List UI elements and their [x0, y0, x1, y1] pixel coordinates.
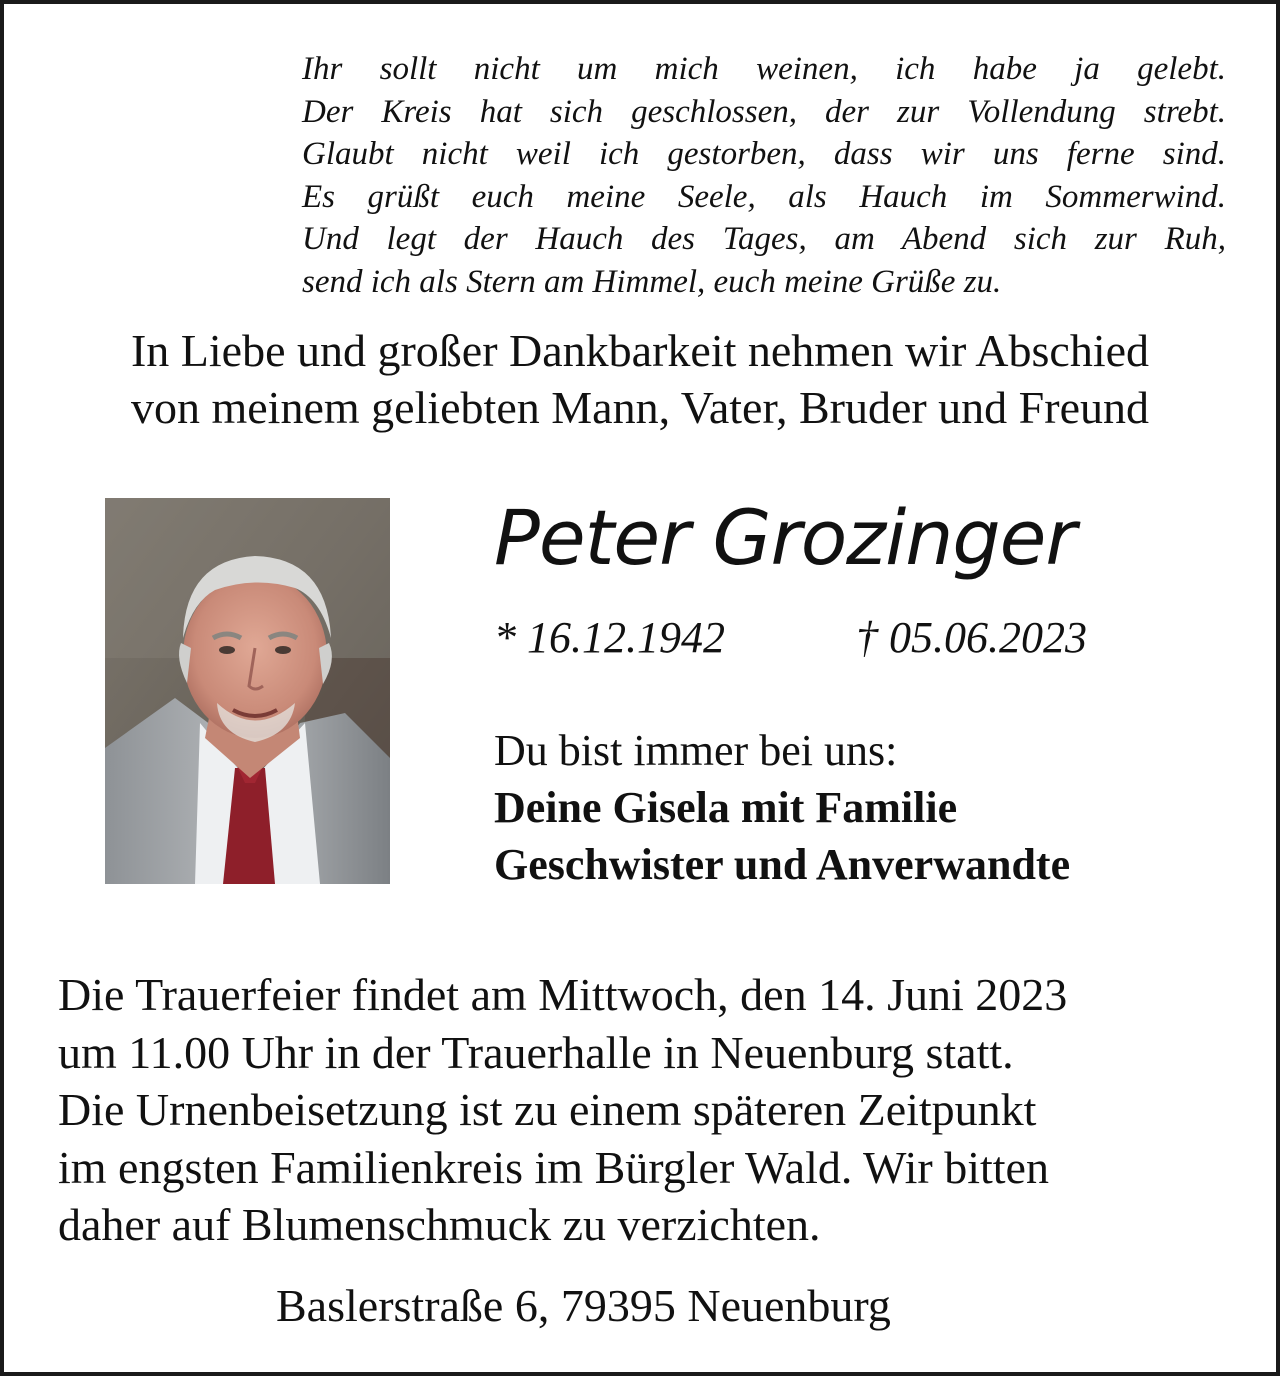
notice-line: Die Trauerfeier findet am Mittwoch, den 14. Juni 2023	[58, 969, 1068, 1020]
deceased-name: Peter Grozinger	[494, 493, 1076, 582]
intro-line: In Liebe und großer Dankbarkeit nehmen wir Abschied	[130, 325, 1150, 376]
death-date: † 05.06.2023	[856, 613, 1087, 662]
notice-line: Die Urnenbeisetzung ist zu einem späteren Zeitpunkt	[58, 1084, 1037, 1135]
poem-line: send ich als Stern am Himmel, euch meine Grüße zu.	[302, 263, 1002, 300]
notice-line: um 11.00 Uhr in der Trauerhalle in Neuenburg statt.	[58, 1026, 1014, 1078]
poem-line: Es grüßt euch meine Seele, als Hauch im Sommerwind.	[302, 178, 1226, 215]
farewell-intro	[0, 322, 1280, 436]
poem	[302, 48, 1226, 303]
funeral-notice	[58, 966, 1238, 1254]
notice-line: daher auf Blumenschmuck zu verzichten.	[58, 1199, 821, 1250]
mourners-intro: Du bist immer bei uns:	[494, 726, 898, 775]
poem-line: Der Kreis hat sich geschlossen, der zur Vollendung strebt.	[302, 93, 1226, 130]
life-dates	[494, 610, 1087, 666]
poem-line: Und legt der Hauch des Tages, am Abend sich zur Ruh,	[302, 221, 1226, 257]
mourners-line: Geschwister und Anverwandte	[494, 840, 1071, 889]
intro-line: von meinem geliebten Mann, Vater, Bruder und Freund	[130, 382, 1150, 433]
portrait-photo	[105, 498, 390, 884]
poem-line: Glaubt nicht weil ich gestorben, dass wir uns ferne sind.	[302, 136, 1226, 172]
notice-line: im engsten Familienkreis im Bürgler Wald. Wir bitten	[58, 1141, 1049, 1193]
mourners	[494, 722, 1070, 893]
portrait-image	[105, 498, 390, 884]
birth-date: * 16.12.1942	[494, 613, 725, 662]
address: Baslerstraße 6, 79395 Neuenburg	[276, 1280, 891, 1331]
poem-line: Ihr sollt nicht um mich weinen, ich habe ja gelebt.	[302, 51, 1226, 87]
mourners-line: Deine Gisela mit Familie	[494, 783, 958, 832]
